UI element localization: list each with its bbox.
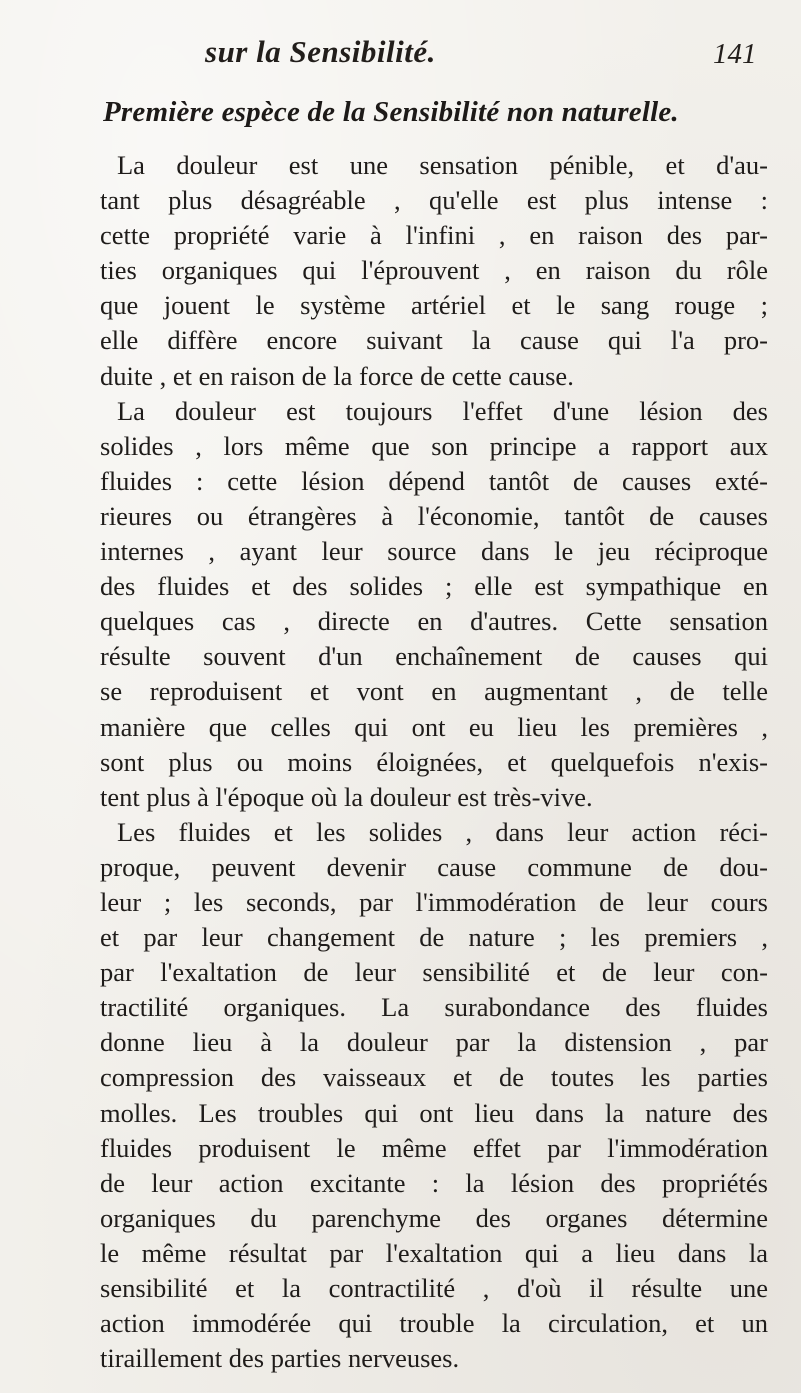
text-line: elle diffère encore suivant la cause qui l'a pro- xyxy=(100,325,768,356)
text-line: sensibilité et la contractilité , d'où il résulte une xyxy=(100,1273,768,1303)
running-title: sur la Sensibilité. xyxy=(205,34,436,69)
running-head xyxy=(0,34,801,74)
text-line: donne lieu à la douleur par la distension , par xyxy=(100,1027,768,1058)
text-line: proque, peuvent devenir cause commune de dou- xyxy=(100,851,768,882)
text-line: rieures ou étrangères à l'économie, tantôt de causes xyxy=(100,500,768,531)
text-line: Les fluides et les solides , dans leur action réci- xyxy=(117,816,768,847)
paragraph xyxy=(100,815,768,1377)
text-line: par l'exaltation de leur sensibilité et de leur con- xyxy=(100,957,768,988)
text-line: compression des vaisseaux et de toutes les parties xyxy=(100,1062,768,1093)
text-line: solides , lors même que son principe a rapport aux xyxy=(100,430,768,461)
text-line: se reproduisent et vont en augmentant , de telle xyxy=(100,676,768,707)
section-heading: Première espèce de la Sensibilité non naturelle. xyxy=(103,96,679,128)
text-line: manière que celles qui ont eu lieu les premières , xyxy=(100,711,768,742)
text-line: des fluides et des solides ; elle est sympathique en xyxy=(100,571,768,602)
text-line: molles. Les troubles qui ont lieu dans la nature des xyxy=(100,1097,768,1128)
text-line: tractilité organiques. La surabondance des fluides xyxy=(100,992,768,1023)
text-line: La douleur est une sensation pénible, et d'au- xyxy=(117,150,768,180)
text-line: tent plus à l'époque où la douleur est très-vive. xyxy=(100,781,593,812)
paragraph xyxy=(100,394,768,815)
text-line: action immodérée qui trouble la circulation, et un xyxy=(100,1308,768,1339)
text-line: et par leur changement de nature ; les premiers , xyxy=(100,922,768,953)
text-line: duite , et en raison de la force de cette cause. xyxy=(100,360,574,391)
text-line: tant plus désagréable , qu'elle est plus intense : xyxy=(100,185,768,216)
text-line: quelques cas , directe en d'autres. Cette sensation xyxy=(100,606,768,637)
text-line: internes , ayant leur source dans le jeu réciproque xyxy=(100,536,768,567)
text-line: sont plus ou moins éloignées, et quelquefois n'exis- xyxy=(100,746,768,777)
text-line: fluides : cette lésion dépend tantôt de causes exté- xyxy=(100,465,768,496)
text-line: La douleur est toujours l'effet d'une lésion des xyxy=(117,395,768,426)
text-line: résulte souvent d'un enchaînement de causes qui xyxy=(100,641,768,672)
body-text xyxy=(100,148,768,1376)
text-line: ties organiques qui l'éprouvent , en raison du rôle xyxy=(100,255,768,286)
text-line: de leur action excitante : la lésion des propriétés xyxy=(100,1167,768,1198)
text-line: organiques du parenchyme des organes détermine xyxy=(100,1202,768,1233)
text-line: fluides produisent le même effet par l'immodération xyxy=(100,1132,768,1163)
text-line: leur ; les seconds, par l'immodération de leur cours xyxy=(100,886,768,917)
text-line: le même résultat par l'exaltation qui a lieu dans la xyxy=(100,1237,768,1268)
text-line: cette propriété varie à l'infini , en raison des par- xyxy=(100,220,768,251)
text-line: tiraillement des parties nerveuses. xyxy=(100,1343,460,1374)
page-number: 141 xyxy=(713,38,757,70)
paragraph xyxy=(100,148,768,394)
text-line: que jouent le système artériel et le sang rouge ; xyxy=(100,290,768,321)
